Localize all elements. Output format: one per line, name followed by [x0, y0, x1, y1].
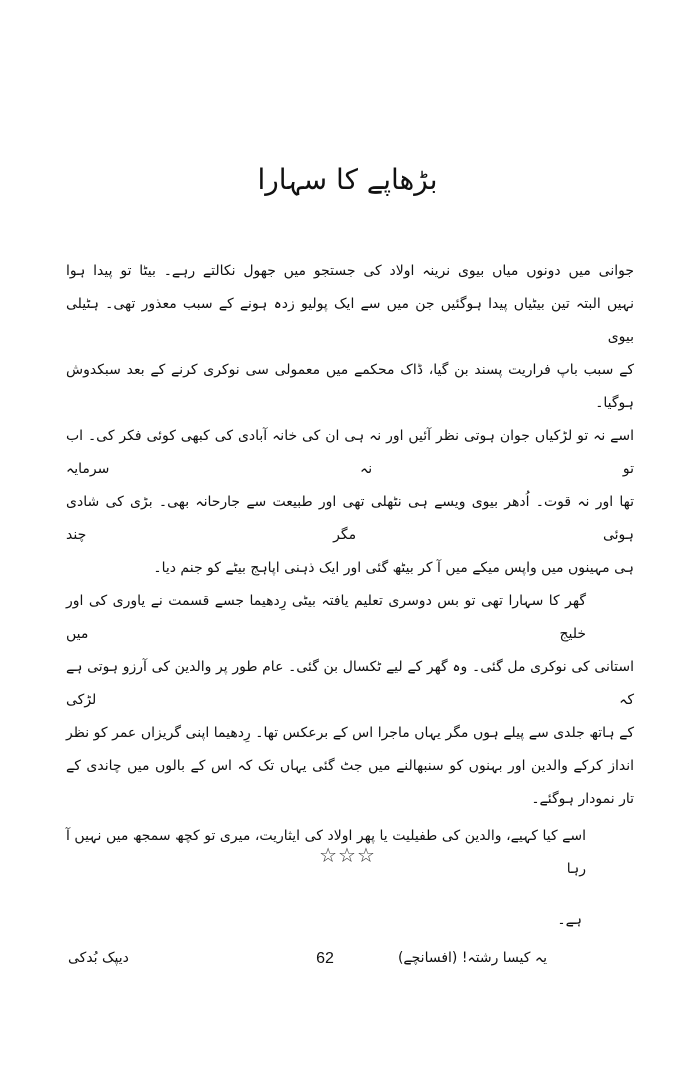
- text-line: کے سبب باپ فراریت پسند بن گیا، ڈاک محکمے میں معمولی سی نوکری کرنے کے بعد سبکدوش ہوگیا۔: [66, 362, 634, 411]
- text-line: تار نمودار ہوگئے۔: [531, 791, 634, 807]
- text-line: اسے نہ تو لڑکیاں جوان ہوتی نظر آئیں اور نہ ہی ان کی خانہ آبادی کی کبھی کوئی فکر کی۔ اب تو نہ سرمایہ: [66, 428, 634, 477]
- text-line: انداز کرکے والدین اور بہنوں کو سنبھالنے میں جٹ گئی یہاں تک کہ اس کے بالوں میں چاندی کے: [66, 758, 634, 774]
- text-line: اسے کیا کہیے، والدین کی طفیلیت یا پھر اولاد کی ایثاریت، میری تو کچھ سمجھ میں نہیں آ رہا: [66, 828, 586, 877]
- text-line: کے ہاتھ جلدی سے پیلے ہوں مگر یہاں ماجرا اس کے برعکس تھا۔ رِدھیما اپنی گریزاں عمر کو نظر: [66, 725, 634, 741]
- footer-book-title: یہ کیسا رشتہ! (افسانچے): [397, 950, 547, 966]
- text-line: ہی مہینوں میں واپس میکے میں آ کر بیٹھ گئی اور ایک ذہنی اپاہج بیٹے کو جنم دیا۔: [153, 560, 634, 576]
- text-line: ہے۔: [557, 912, 582, 928]
- page-footer: [0, 950, 695, 980]
- text-line: گھر کا سہارا تھی تو بس دوسری تعلیم یافتہ بیٹی رِدھیما جسے قسمت نے یاوری کی اور خلیج میں: [66, 593, 586, 642]
- text-line: استانی کی نوکری مل گئی۔ وہ گھر کے لیے ٹکسال بن گئی۔ عام طور پر والدین کی آرزو ہوتی ہے کہ لڑکی: [66, 659, 634, 708]
- story-body: [66, 255, 634, 937]
- page-number: 62: [316, 950, 334, 967]
- section-separator: ☆☆☆: [319, 843, 376, 867]
- text-line: نہیں البتہ تین بیٹیاں پیدا ہوگئیں جن میں سے ایک پولیو زدہ ہونے کے سبب معذور تھی۔ ہٹیلی بیوی: [66, 296, 634, 345]
- text-line: جوانی میں دونوں میاں بیوی نرینہ اولاد کی جستجو میں جھول نکالتے رہے۔ بیٹا تو پیدا ہوا: [66, 263, 634, 279]
- text-line: تھا اور نہ قوت۔ اُدھر بیوی ویسے ہی نٹھلی تھی اور طبیعت سے جارحانہ بھی۔ بڑی کی شادی ہوئی مگر چند: [66, 494, 634, 543]
- page-title: بڑھاپے کا سہارا: [257, 163, 438, 196]
- footer-author: دیپک بُدکی: [68, 950, 129, 966]
